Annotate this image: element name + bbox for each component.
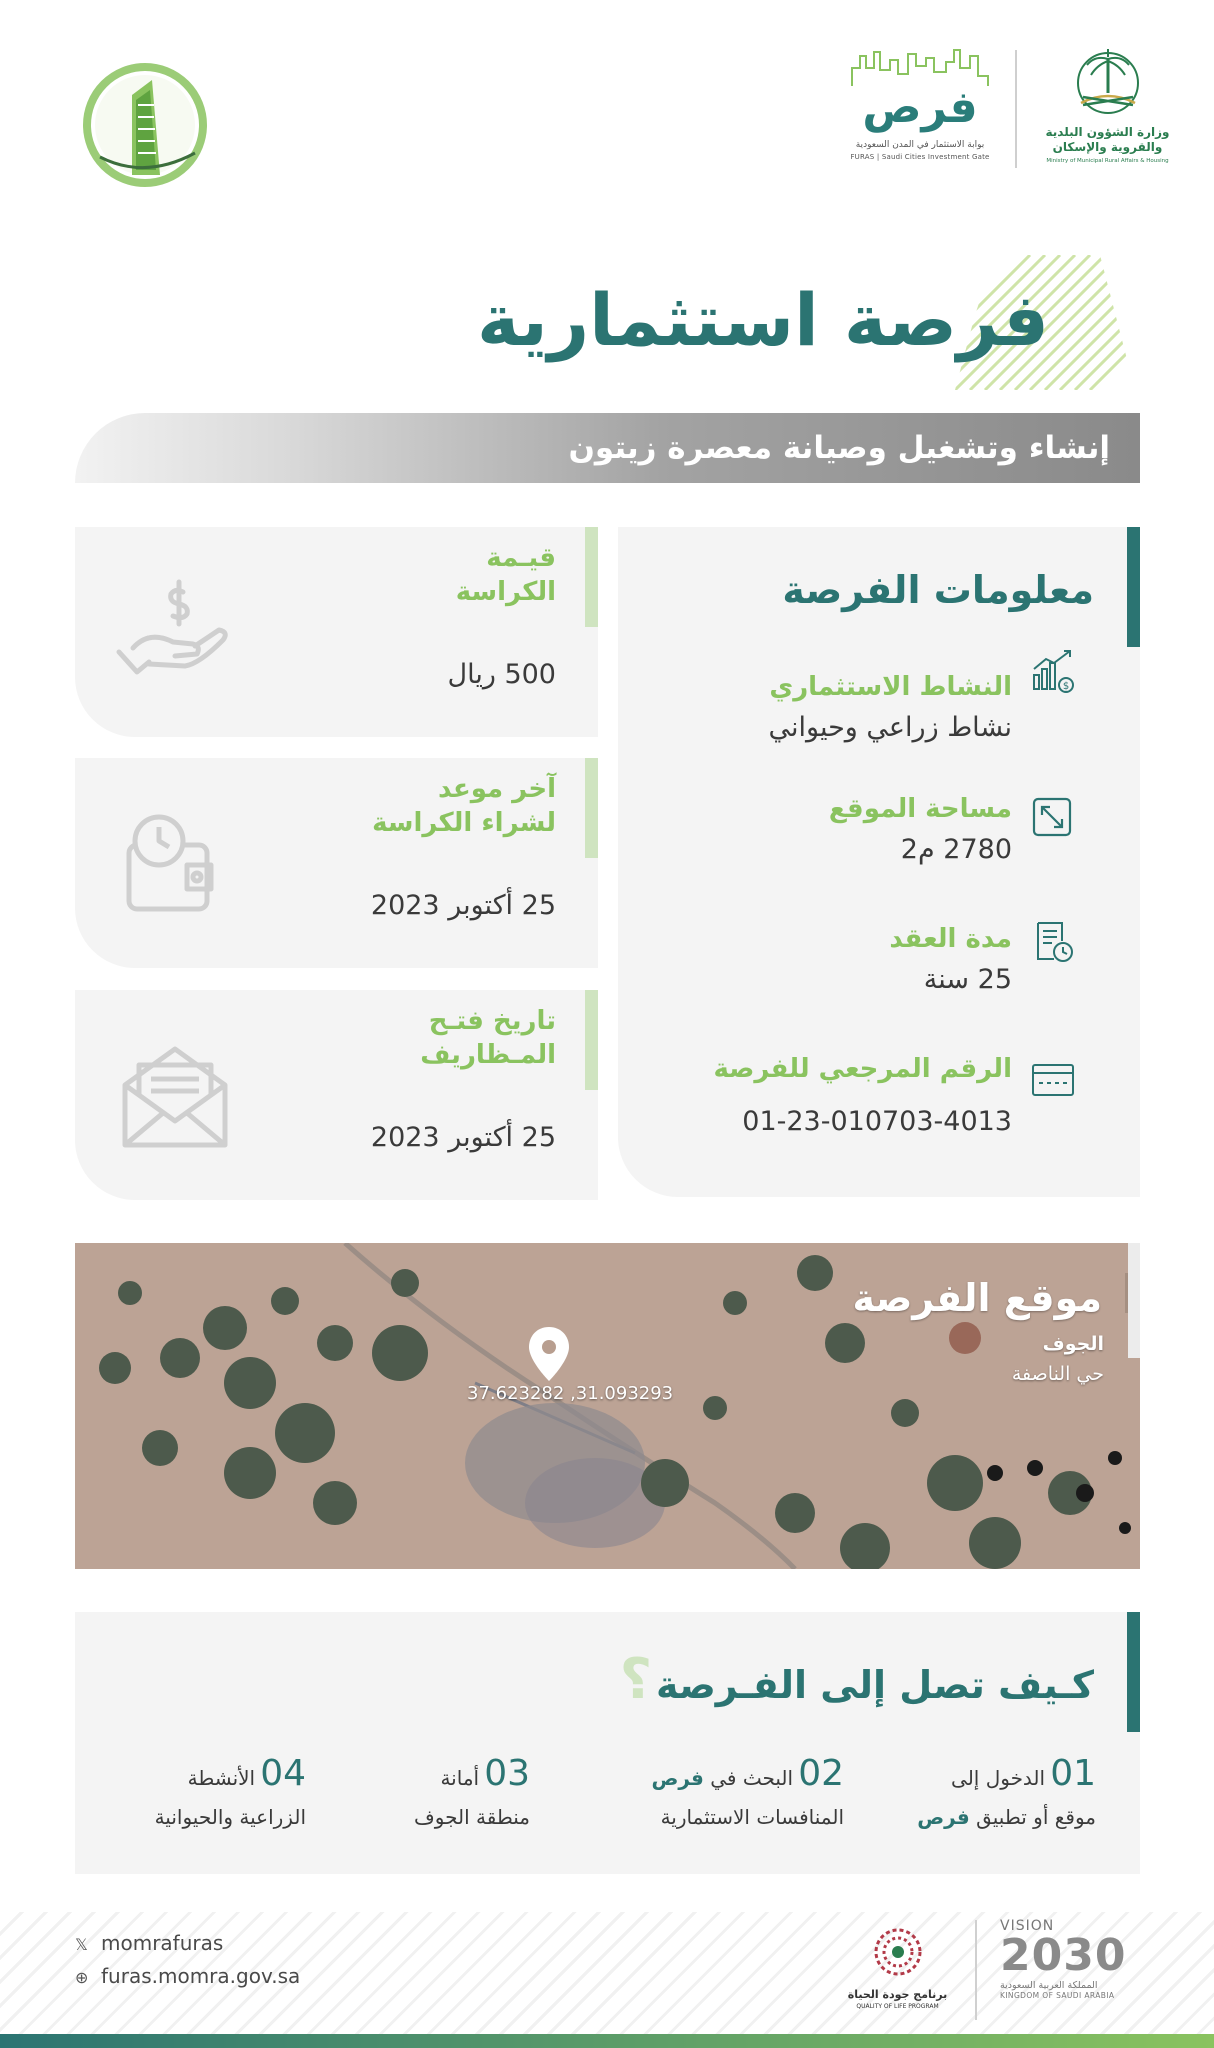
website-url: furas.momra.gov.sa: [101, 1964, 301, 1988]
card-accent: [585, 527, 598, 627]
chart-growth-icon: [1030, 649, 1076, 695]
ministry-name-line2: والقروية والإسكان: [1052, 140, 1163, 154]
ministry-name-line1: وزارة الشؤون البلدية: [1045, 125, 1170, 139]
map-accent: [1128, 1243, 1140, 1358]
map-title: موقع الفرصة: [852, 1276, 1102, 1320]
quality-of-life-logo: [840, 1922, 955, 2027]
opportunity-info-card: [618, 527, 1140, 1197]
step-1: [917, 1752, 1096, 1832]
booklet-price-card: [75, 527, 598, 737]
step-text-line1: البحث في: [703, 1766, 794, 1790]
step-number: 02: [798, 1753, 844, 1794]
step-text-line1: أمانة: [440, 1766, 480, 1790]
step-highlight: فرص: [917, 1805, 970, 1829]
vision-2030-logo: [1000, 1918, 1150, 2028]
how-to-reach-title: [619, 1647, 1094, 1713]
info-label: مساحة الموقع: [828, 794, 1012, 824]
step-text-line1: الأنشطة: [187, 1766, 256, 1790]
info-item-reference: [713, 1052, 1012, 1140]
how-to-reach-card: [75, 1612, 1140, 1874]
info-value: 01-23-010703-4013: [742, 1106, 1012, 1137]
step-highlight: فرص: [651, 1766, 704, 1790]
contract-clock-icon: [1030, 919, 1076, 965]
x-logo-icon: 𝕏: [75, 1935, 88, 1954]
card-accent: [1127, 1612, 1140, 1732]
step-text-line2: منطقة الجوف: [414, 1805, 530, 1829]
palm-swords-emblem-icon: [1063, 45, 1153, 115]
envelope-opening-card: [75, 990, 598, 1200]
wallet-clock-icon: [115, 803, 235, 923]
card-accent: [1127, 527, 1140, 647]
info-label: النشاط الاستثماري: [769, 672, 1012, 702]
question-mark-icon: ؟: [619, 1647, 653, 1712]
furas-subtitle-ar: بوابة الاستثمار في المدن السعودية: [855, 140, 985, 150]
map-coordinates: 31.093293, 37.623282: [467, 1383, 674, 1404]
info-item-duration: [889, 922, 1012, 998]
purchase-deadline-value: 25 أكتوبر 2023: [370, 890, 556, 921]
resize-arrows-icon: [1030, 795, 1076, 841]
envelope-opening-value: 25 أكتوبر 2023: [370, 1122, 556, 1153]
amana-aljouf-logo: [70, 45, 220, 195]
booklet-price-value: 500 ريال: [447, 659, 556, 690]
qol-name-en: QUALITY OF LIFE PROGRAM: [856, 2003, 939, 2010]
map-region: الجوف: [1042, 1333, 1104, 1355]
svg-text:$: $: [1062, 681, 1070, 692]
location-pin-icon[interactable]: [527, 1325, 571, 1383]
step-number: 03: [484, 1753, 530, 1794]
info-item-area: [829, 792, 1012, 868]
step-text-line2: المنافسات الاستثمارية: [660, 1805, 844, 1829]
vision-kingdom-ar: المملكة العربية السعودية: [1000, 1980, 1098, 1991]
social-x-link[interactable]: [75, 1929, 223, 1959]
header-divider: [1015, 50, 1017, 168]
hand-money-icon: [115, 572, 235, 692]
purchase-deadline-label: آخر موعد لشراء الكراسة: [372, 774, 556, 838]
reference-card-icon: [1030, 1057, 1076, 1103]
step-4: [155, 1752, 306, 1832]
project-name: إنشاء وتشغيل وصيانة معصرة زيتون: [568, 430, 1110, 466]
info-value: 2780 م2: [900, 834, 1012, 865]
website-link[interactable]: [75, 1962, 300, 1992]
page-title: فرصة استثمارية: [477, 278, 1049, 362]
step-number: 04: [260, 1753, 306, 1794]
vision-year: 2030: [1000, 1930, 1127, 1981]
qol-name-ar: برنامج جودة الحياة: [847, 1988, 948, 2001]
location-map[interactable]: [75, 1243, 1140, 1569]
envelope-opening-label: تاريخ فتـح المـظاريف: [420, 1006, 556, 1070]
ministry-name-en: Ministry of Municipal Rural Affairs & Housing: [1046, 158, 1169, 164]
globe-icon: ⊕: [75, 1968, 89, 1987]
card-accent: [585, 758, 598, 858]
step-3: [414, 1752, 530, 1832]
step-2: [651, 1752, 844, 1832]
step-text-line2: الزراعية والحيوانية: [154, 1805, 306, 1829]
social-handle: momrafuras: [101, 1931, 224, 1955]
info-label: الرقم المرجعي للفرصة: [713, 1054, 1012, 1084]
card-accent: [585, 990, 598, 1090]
info-item-activity: [768, 670, 1012, 746]
step-number: 01: [1050, 1753, 1096, 1794]
ministry-logo: [1035, 45, 1180, 175]
furas-logo: [845, 48, 995, 173]
step-text-line2: موقع أو تطبيق: [969, 1805, 1096, 1829]
step-text-line1: الدخول إلى: [951, 1766, 1046, 1790]
envelope-letter-icon: [115, 1035, 235, 1155]
vision-label: VISION: [1000, 1918, 1055, 1934]
info-value: نشاط زراعي وحيواني: [768, 712, 1012, 743]
purchase-deadline-card: [75, 758, 598, 968]
footer-bottom-bar: [0, 2034, 1214, 2048]
furas-subtitle-en: FURAS | Saudi Cities Investment Gate: [850, 153, 990, 161]
info-card-title: معلومات الفرصة: [782, 568, 1094, 612]
vision-kingdom-en: KINGDOM OF SAUDI ARABIA: [1000, 1991, 1115, 2000]
footer-divider: [975, 1920, 977, 2020]
info-value: 25 سنة: [923, 964, 1012, 995]
furas-wordmark: فرص: [862, 82, 978, 133]
booklet-price-label: قيـمة الكراسة: [455, 543, 556, 607]
how-to-reach-title-text: كـيف تصل إلى الفـرصة: [656, 1663, 1094, 1707]
quality-of-life-emblem-icon: [868, 1922, 928, 1982]
map-district: حي الناصفة: [1011, 1363, 1104, 1385]
project-name-bar: [75, 413, 1140, 483]
info-label: مدة العقد: [889, 924, 1012, 954]
